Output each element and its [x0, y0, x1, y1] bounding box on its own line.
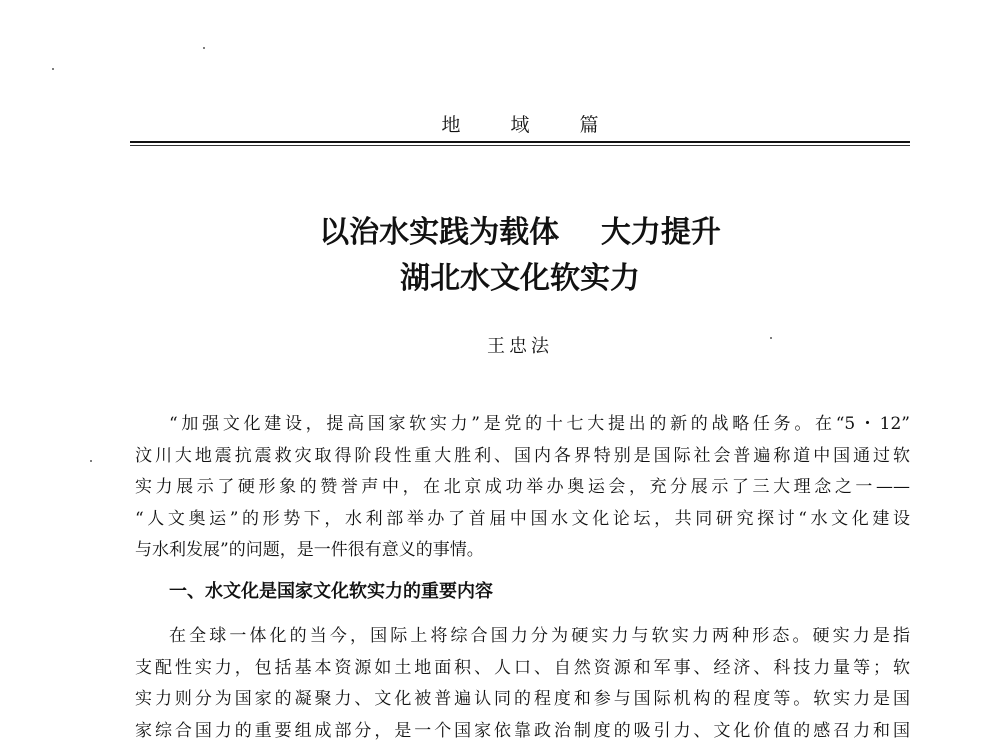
paragraph-line: 在全球一体化的当今，国际上将综合国力分为硬实力与软实力两种形态。硬实力是指	[135, 621, 910, 653]
paragraph-intro	[135, 409, 910, 567]
scan-speck	[203, 47, 205, 49]
paragraph-line: 实力展示了硬形象的赞誉声中，在北京成功举办奥运会，充分展示了三大理念之一——	[135, 472, 910, 504]
author-name: 王忠法	[130, 335, 910, 359]
paragraph-line: 实力则分为国家的凝聚力、文化被普遍认同的程度和参与国际机构的程度等。软实力是国	[135, 684, 910, 716]
paragraph-line: 汶川大地震抗震救灾取得阶段性重大胜利、国内各界特别是国际社会普遍称道中国通过软	[135, 441, 910, 473]
paragraph-line: 家综合国力的重要组成部分，是一个国家依靠政治制度的吸引力、文化价值的感召力和国	[135, 716, 910, 747]
scan-speck	[52, 68, 54, 70]
running-head: 地 域 篇	[130, 112, 910, 138]
article-title	[130, 210, 910, 302]
paragraph-line: 支配性实力，包括基本资源如土地面积、人口、自然资源和军事、经济、科技力量等；软	[135, 653, 910, 685]
title-line-1: 以治水实践为载体 大力提升	[130, 210, 910, 256]
header-rule-thick	[130, 141, 910, 143]
title-line-2: 湖北水文化软实力	[130, 256, 910, 302]
header-rule-thin	[130, 145, 910, 146]
scan-speck	[90, 460, 92, 462]
paragraph-line: “人文奥运”的形势下，水利部举办了首届中国水文化论坛，共同研究探讨“水文化建设	[135, 504, 910, 536]
paragraph-line: 与水利发展”的问题，是一件很有意义的事情。	[135, 535, 910, 567]
paragraph-line: “加强文化建设，提高国家软实力”是党的十七大提出的新的战略任务。在“5・12”	[135, 409, 910, 441]
section-heading: 一、水文化是国家文化软实力的重要内容	[169, 578, 493, 606]
scan-speck	[770, 337, 772, 339]
paragraph-section1	[135, 621, 910, 747]
